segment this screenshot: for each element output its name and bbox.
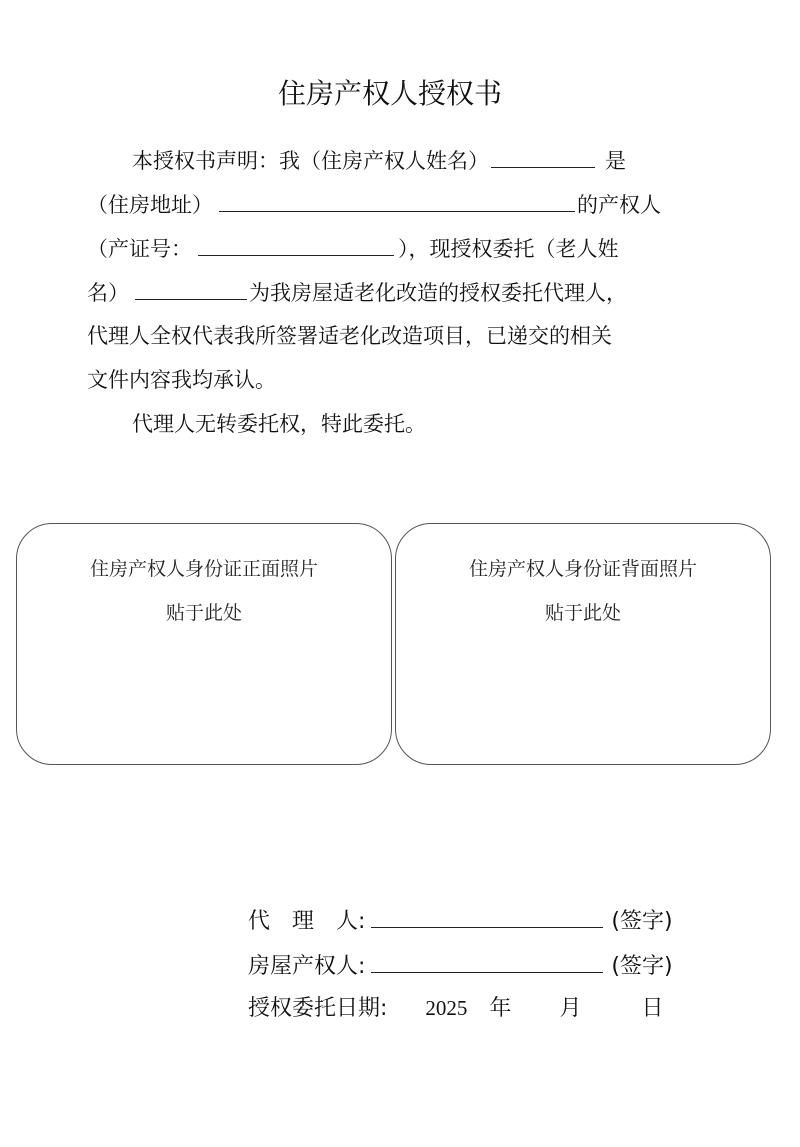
id-front-photo-paste-here: 贴于此处 [165,602,242,624]
owner-sign-suffix: (签字) [611,954,673,979]
statement-line-6: 文件内容我均承认。 [87,368,276,392]
id-back-photo-box [395,523,771,765]
id-back-photo-caption: 住房产权人身份证背面照片 [468,558,697,580]
owner-name-blank[interactable] [491,145,595,168]
address-blank[interactable] [219,189,575,212]
date-year: 2025 [425,996,468,1020]
owner-signature-blank[interactable] [371,950,603,973]
owner-of-label: 的产权人 [577,193,661,217]
elder-name-label: 名） [87,281,129,305]
id-front-photo-box [16,523,392,765]
elder-name-blank[interactable] [135,277,247,300]
owner-signature-row [248,950,673,982]
statement-line-1 [132,145,626,176]
statement-owner-name-label: 本授权书声明：我（住房产权人姓名） [132,149,489,173]
agent-label: 代 理 人: [248,909,366,934]
statement-line-2 [87,189,661,220]
owner-label: 房屋产权人: [248,954,366,979]
date-year-unit: 年 [489,996,512,1021]
statement-line-5: 代理人全权代表我所签署适老化改造项目，已递交的相关 [87,324,612,348]
date-month-unit: 月 [559,996,582,1021]
date-row [248,993,663,1024]
statement-line-4 [87,277,627,308]
cert-number-label: （产证号： [87,237,192,261]
date-label: 授权委托日期: [248,996,388,1021]
id-back-photo-paste-here: 贴于此处 [544,602,621,624]
date-day-unit: 日 [641,996,664,1021]
agent-signature-row [248,905,673,937]
statement-line-7: 代理人无转委托权，特此委托。 [132,412,426,436]
agent-designation-text: 为我房屋适老化改造的授权委托代理人， [249,281,627,305]
authorize-elder-label: ），现授权委托（老人姓 [398,237,619,261]
agent-sign-suffix: (签字) [611,909,673,934]
cert-number-blank[interactable] [198,233,394,256]
statement-is-label: 是 [605,149,626,173]
agent-signature-blank[interactable] [371,905,603,928]
page-title: 住房产权人授权书 [277,77,502,110]
id-front-photo-caption: 住房产权人身份证正面照片 [89,558,318,580]
address-label: （住房地址） [87,193,213,217]
statement-line-3 [87,233,619,264]
